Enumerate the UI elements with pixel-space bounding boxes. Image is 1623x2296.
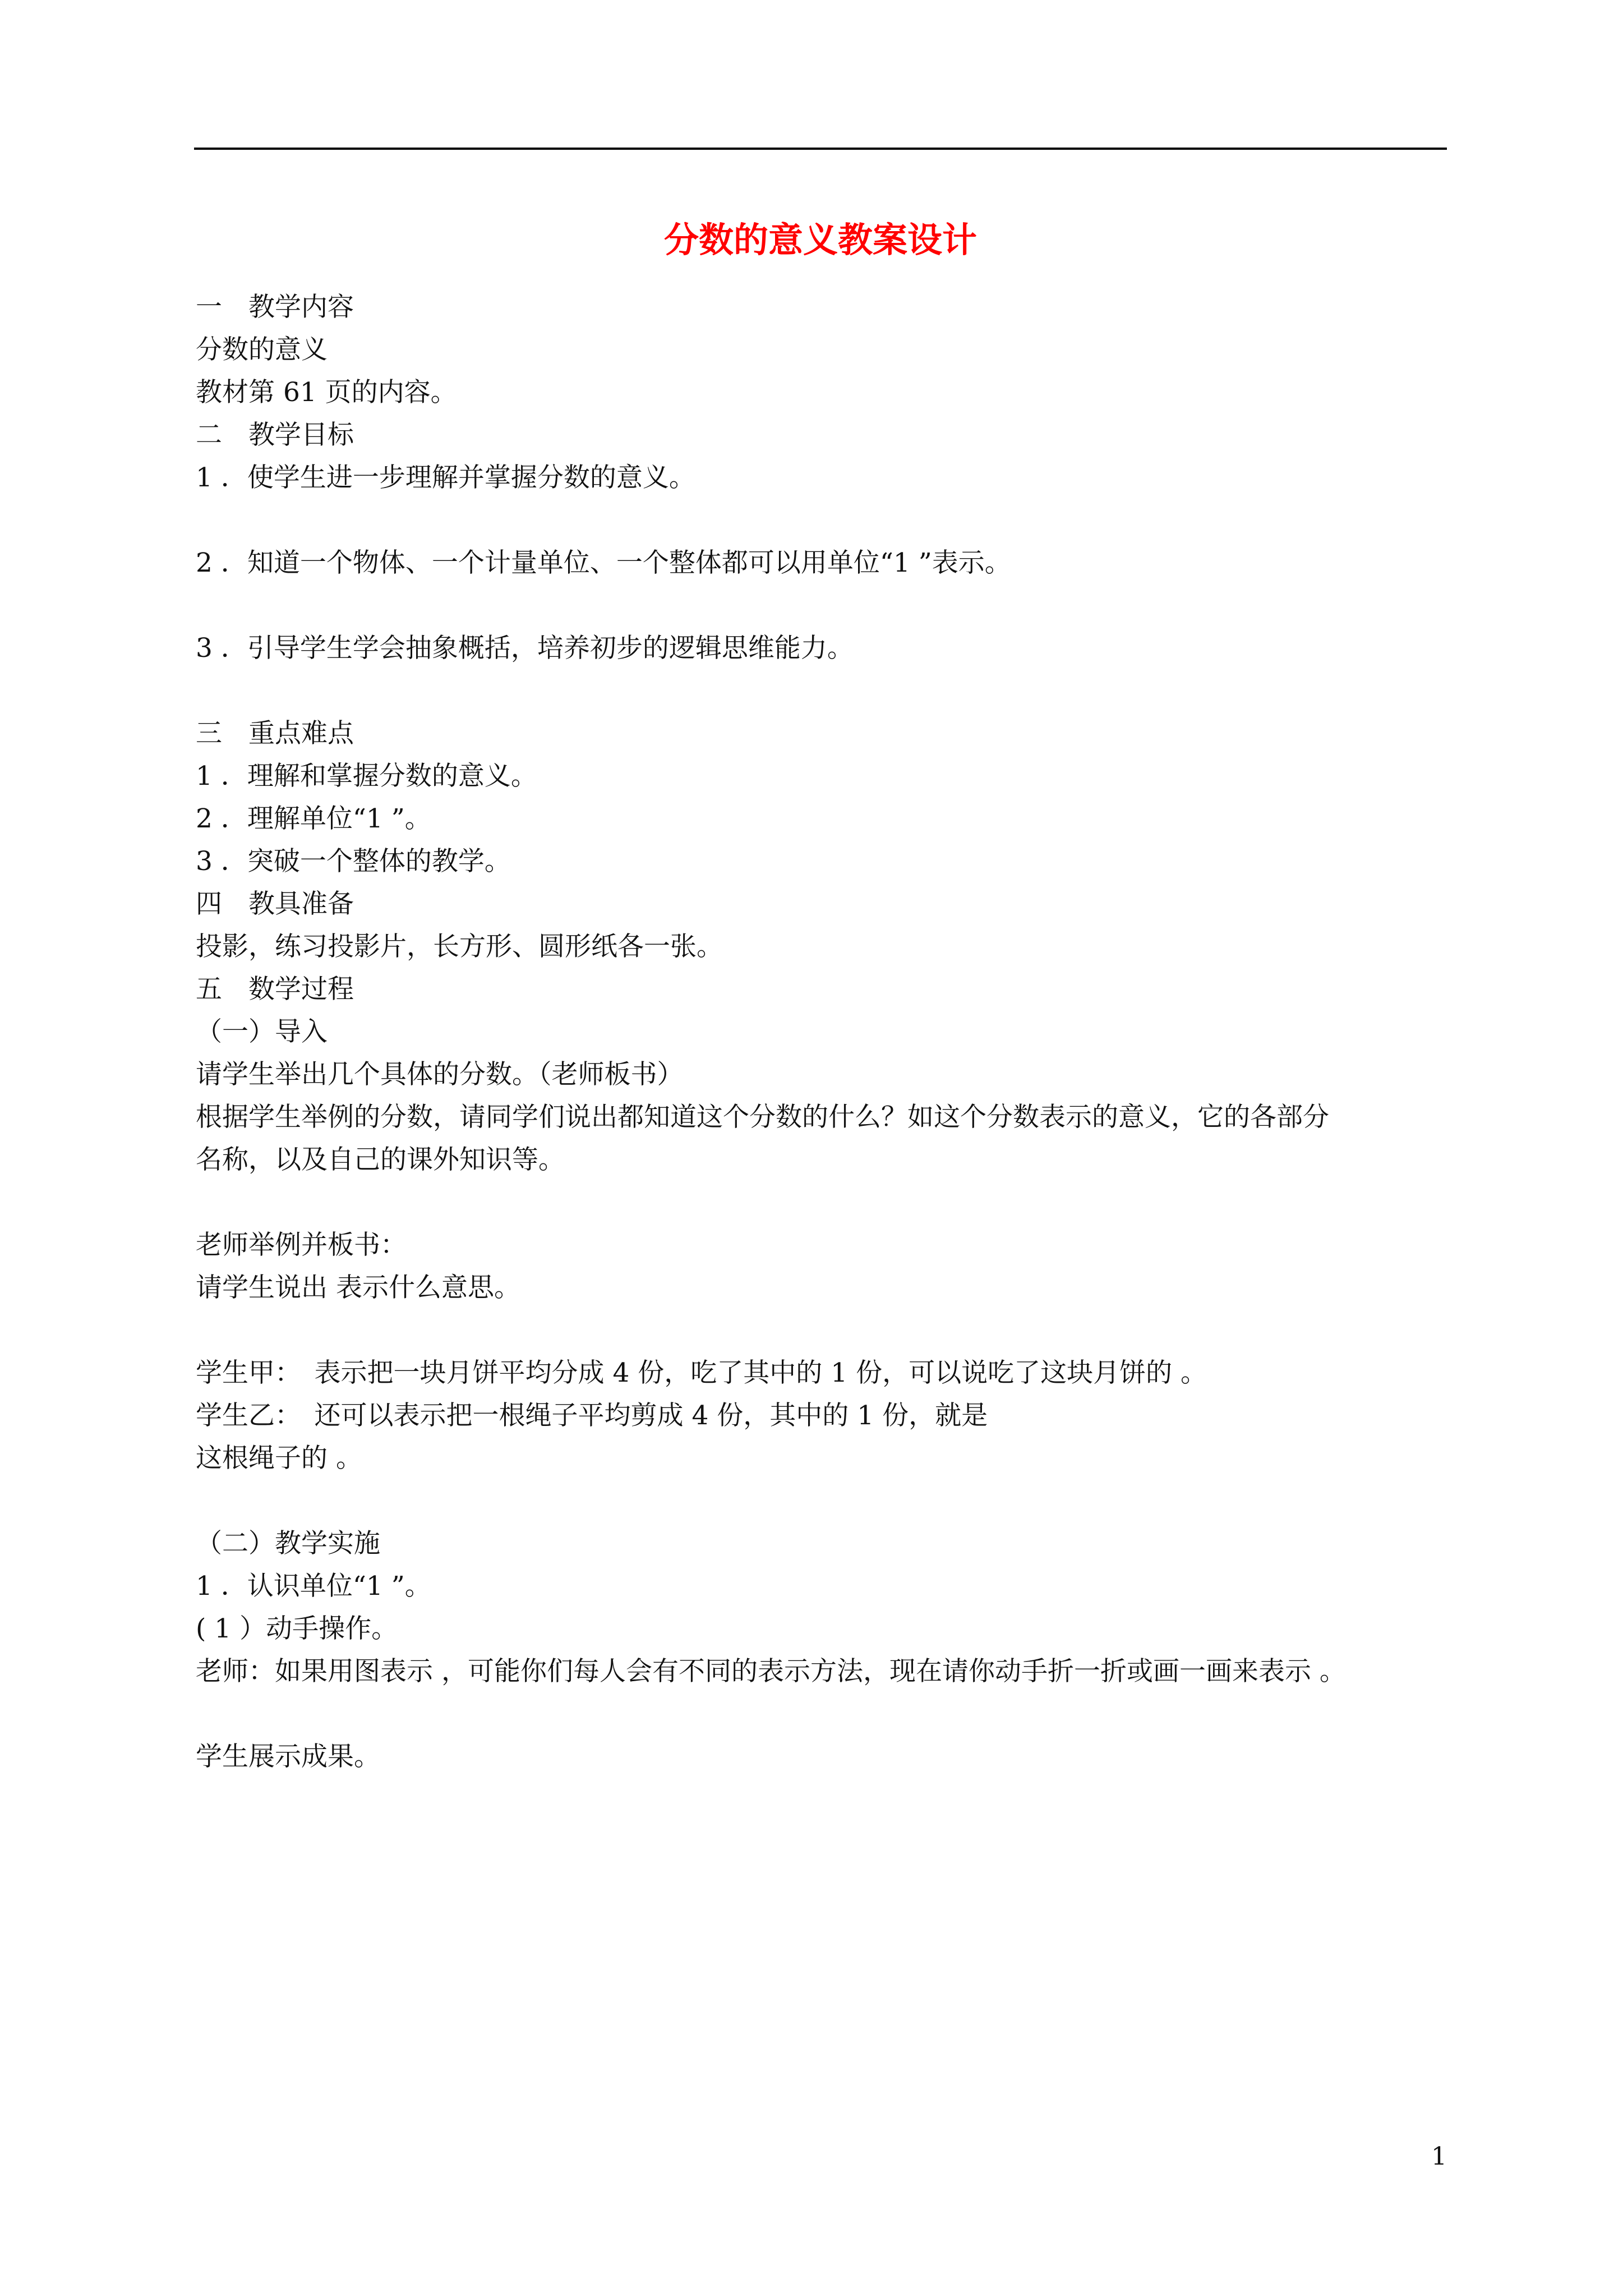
text-line: 2 ．知道一个物体、一个计量单位、一个整体都可以用单位“1 ”表示。: [196, 547, 1011, 578]
text-line: 名称，以及自己的课外知识等。: [196, 1144, 565, 1175]
text-line: 一 教学内容: [196, 292, 354, 323]
text-line: 四 教具准备: [196, 889, 354, 919]
blank-line: [196, 1181, 1452, 1224]
blank-line: [196, 670, 1452, 712]
text-line: 2 ．理解单位“1 ”。: [196, 803, 431, 834]
text-line: 二 教学目标: [196, 420, 354, 450]
blank-line: [196, 1480, 1452, 1522]
text-line: 学生展示成果。: [196, 1741, 380, 1772]
blank-line: [196, 1693, 1452, 1736]
page-number: 1: [1431, 2142, 1447, 2171]
text-line: 五 数学过程: [196, 974, 354, 1005]
header-rule: [194, 148, 1447, 150]
text-line: 3 ．引导学生学会抽象概括，培养初步的逻辑思维能力。: [196, 633, 854, 664]
text-line: 老师：如果用图表示 ，可能你们每人会有不同的表示方法，现在请你动手折一折或画一画来表示 。: [196, 1656, 1346, 1687]
text-line: ( 1 ）动手操作。: [196, 1613, 398, 1644]
text-line: 1 ．认识单位“1 ”。: [196, 1571, 431, 1602]
document-body: [196, 286, 1452, 1778]
text-line: 三 重点难点: [196, 718, 354, 749]
text-line: 投影，练习投影片，长方形、圆形纸各一张。: [196, 931, 723, 962]
text-line: 请学生举出几个具体的分数。（老师板书）: [196, 1059, 684, 1090]
text-line: 根据学生举例的分数，请同学们说出都知道这个分数的什么？如这个分数表示的意义，它的各部分: [196, 1102, 1329, 1133]
text-line: （二）教学实施: [196, 1528, 380, 1559]
text-line: 教材第 61 页的内容。: [196, 377, 457, 408]
text-line: 分数的意义: [196, 334, 328, 365]
text-line: 1 ．使学生进一步理解并掌握分数的意义。: [196, 462, 695, 493]
blank-line: [196, 585, 1452, 627]
text-line: 学生甲： 表示把一块月饼平均分成 4 份，吃了其中的 1 份，可以说吃了这块月饼的 。: [196, 1358, 1207, 1388]
blank-line: [196, 1309, 1452, 1352]
blank-line: [196, 499, 1452, 542]
text-line: 老师举例并板书：: [196, 1230, 407, 1260]
text-line: 请学生说出 表示什么意思。: [196, 1272, 520, 1303]
text-line: 1 ．理解和掌握分数的意义。: [196, 761, 537, 792]
text-line: 3 ．突破一个整体的教学。: [196, 846, 511, 877]
document-title: 分数的意义教案设计: [663, 219, 977, 260]
text-line: 这根绳子的 。: [196, 1443, 362, 1474]
text-line: （一）导入: [196, 1016, 328, 1047]
text-line: 学生乙： 还可以表示把一根绳子平均剪成 4 份，其中的 1 份，就是: [196, 1400, 988, 1431]
